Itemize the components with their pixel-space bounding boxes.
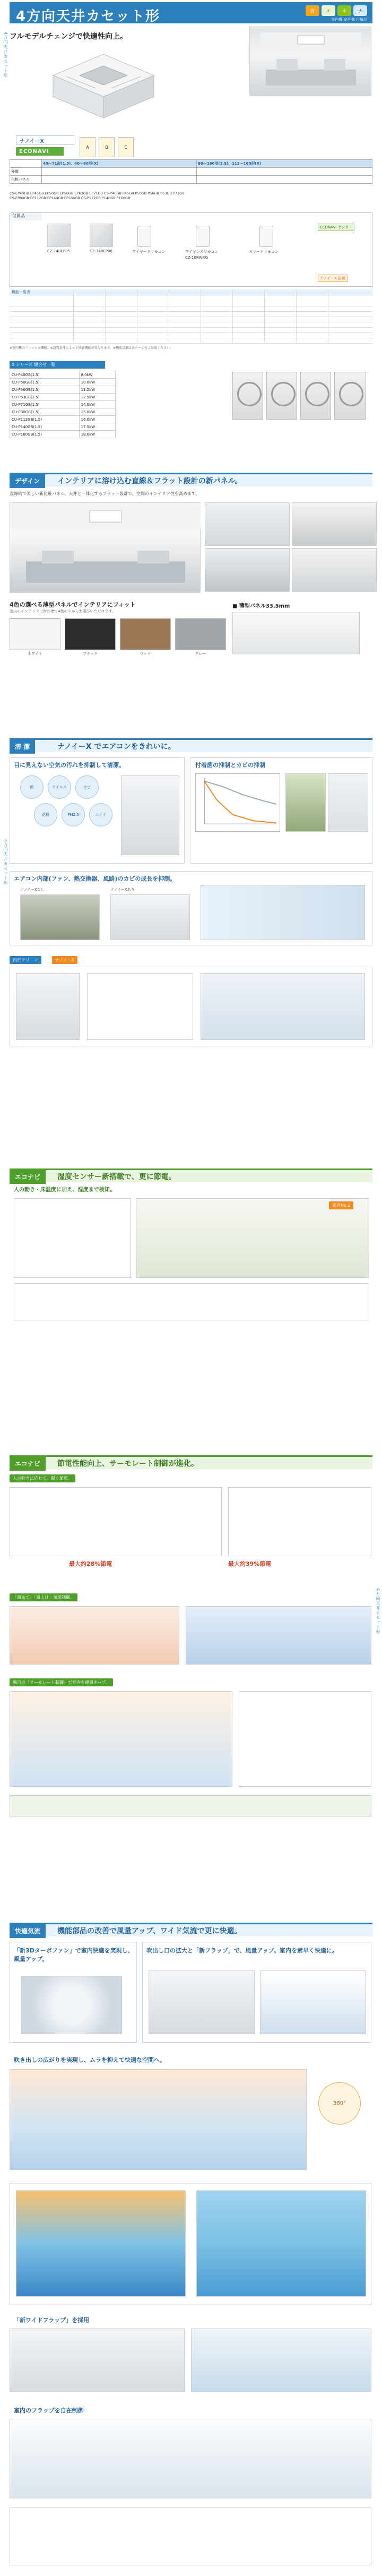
fan-image (21, 1976, 122, 2034)
outlet-diagram (149, 1971, 255, 2034)
wide-flow-diagram (191, 2328, 371, 2392)
outdoor-unit-image (266, 372, 297, 420)
inner-photo-before (20, 894, 100, 940)
accessory-model: ワイヤレスリモコン (185, 250, 219, 254)
econavi-sensor-tag: ECONAVI センサー (318, 224, 354, 231)
section-headline: 機能部品の改善で風量アップ、ワイド気流で更に快適。 (57, 1927, 242, 1935)
no1-badge: 業界No.1 (329, 1201, 353, 1209)
wired-remote-image (137, 226, 151, 247)
model-list (10, 191, 372, 201)
compare-label: ナノイーXなし (20, 888, 45, 892)
accessory-model: スマートリモコン (249, 250, 279, 254)
section-tag: エコナビ (10, 1170, 46, 1184)
table-row: CU-P80GB(1.5) 15.0kW (10, 408, 116, 416)
airflow-spread-image (10, 2069, 307, 2170)
bubble: ウイルス (48, 775, 71, 799)
bubble: ニオイ (89, 803, 112, 826)
smart-remote-image (259, 226, 273, 247)
page-header (10, 2, 372, 23)
table-row: CU-P71GB(1.5) 14.0kW (10, 401, 116, 408)
spec-row-label: 外観 (10, 168, 42, 176)
table-row: CU-P160GB(1.5) 18.0kW (10, 431, 116, 438)
section-tag: エコナビ (10, 1457, 46, 1471)
econavi-badge: ECONAVI (16, 147, 64, 156)
box-title: エアコン内部(ファン、熱交換器、風路)のカビの成長を抑制。 (14, 875, 176, 882)
x-series-block (10, 361, 372, 467)
subsection-title: 独自の「サーモレート制御」で室内を適温キープ。 (10, 1678, 113, 1686)
panel-swatch-gray (175, 618, 226, 650)
clean-section (10, 754, 372, 1052)
swatch-label: ウッド (140, 652, 151, 656)
room-diagram (121, 775, 179, 855)
box-title: 目に見えない空気の汚れを抑制して清潔。 (14, 762, 125, 769)
saving-rate: 最大約28%節電 (69, 1560, 112, 1567)
interior-photo (292, 548, 377, 592)
thermo-explain (239, 1691, 371, 1787)
box-title: 吹き出しの広がりを実現し、ムラを抑えて快適な空間へ。 (14, 2057, 166, 2063)
360-badge: 360° (318, 2082, 361, 2125)
panel-image (47, 224, 71, 247)
outdoor-unit-image (232, 372, 263, 420)
econavi-sub: 人の動き・床温度に加え、湿度まで検知。 (14, 1187, 115, 1193)
indoor-unit-image (42, 44, 164, 134)
outdoor-unit-image (334, 372, 366, 420)
section-banner-clean (10, 738, 372, 752)
thin-panel-image (232, 612, 360, 654)
sensor-diagram (14, 1198, 131, 1278)
inner-photo-after (110, 894, 190, 940)
compare-label: ナノイーXあり (110, 888, 135, 892)
table-row: CU-P50GB(1.5) 10.0kW (10, 379, 116, 386)
saving-chart (228, 1487, 371, 1556)
flap-control-diagram (10, 2419, 371, 2498)
nanoe-x-badge: ナノイーX (16, 135, 74, 145)
office-photo (10, 502, 201, 593)
subsection-title: 「風あて」「風よけ」気流制御。 (10, 1593, 77, 1601)
panel-image (90, 224, 113, 247)
section-headline: 湿度センサー新搭載で、更に節電。 (57, 1173, 176, 1181)
models-b: CS-EP80GB·EP112GB·EP140GB·EP160GB CS-P112GB·P140GB·P160GB (10, 196, 131, 200)
wind-hit-diagram (10, 1606, 179, 1665)
accessory-model: CZ-140EP05 (47, 249, 70, 253)
swatch-label: ホワイト (28, 652, 42, 656)
badge-row (306, 5, 367, 16)
box-title: 「新3Dターボファン」で室内快適を実現し、風量アップ。 (14, 1947, 134, 1963)
outdoor-unit-image (300, 372, 331, 420)
wireless-remote-image (196, 226, 210, 247)
side-index-tab: 4方向天井カセット形 (3, 839, 8, 886)
swatch-label: ブラック (83, 652, 98, 656)
mold-photo-after (328, 773, 368, 832)
section-headline: インテリアに溶け込む直線＆フラット設計の新パネル。 (57, 477, 242, 485)
panel-swatch-black (65, 618, 116, 650)
swatch-label: グレー (195, 652, 206, 656)
design-section (10, 489, 372, 680)
models-a: CS-EP40GB·EP45GB·EP50GB·EP56GB·EP63GB·EP71GB CS-P40GB·P45GB·P50GB·P56GB·P63GB·P71GB (10, 191, 185, 195)
thin-panel-note: ■ 薄型パネル33.5mm (232, 603, 290, 609)
bubble: カビ (75, 775, 99, 799)
thermo-footer (10, 1795, 371, 1816)
airflow-diagram (201, 885, 365, 940)
x-series-title: X シリーズ 組合せ一覧 (10, 361, 105, 369)
page-title: 4方向天井カセット形 (16, 8, 161, 24)
feature-pill: 内部クリーン (10, 956, 41, 964)
office-sensing-image (136, 1198, 369, 1278)
flap-diagram (260, 1971, 366, 2034)
box-title: 室内のフラップを自在制御 (14, 2407, 84, 2414)
spec-row-label: 化粧パネル (10, 176, 42, 184)
section-banner-econavi-thermo (10, 1455, 372, 1469)
section-banner-comfort (10, 1923, 372, 1937)
grade-badge: A (80, 137, 96, 157)
section-banner-econavi-humidity (10, 1168, 372, 1182)
side-index-tab: 4方向天井カセット形 (376, 1588, 380, 1635)
feature-matrix (10, 289, 372, 343)
table-row: CU-P112GB(1.5) 16.0kW (10, 416, 116, 423)
grade-badges (80, 137, 134, 157)
design-lead: 直線的で美しい新化粧パネル。天井と一体化するフラット設計で、空間のインテリア性を高めます。 (10, 491, 200, 496)
accessory-model: ワイヤードリモコン (132, 250, 166, 254)
section-headline: ナノイーX でエアコンをきれいに。 (57, 743, 176, 751)
grade-badge: B (99, 137, 115, 157)
spec-col-a: 40～71形(1.5)、40～80形(X) (42, 160, 197, 168)
color-title: 4色の選べる薄型パネルでインテリアにフィット (10, 601, 136, 608)
x-series-table (10, 371, 116, 438)
table-row: CU-P63GB(1.5) 12.5kW (10, 394, 116, 401)
panel-swatch-white (10, 618, 60, 650)
bubble: PM2.5 (62, 803, 85, 826)
section-tag: 快適気流 (10, 1924, 46, 1938)
thermal-map-before (16, 2190, 186, 2297)
color-subtitle: 室内のインテリアに合わせて4色の中からお選びいただけます。 (10, 609, 116, 613)
motion-diagram (10, 1487, 222, 1556)
table-row: CU-P56GB(1.5) 11.2kW (10, 386, 116, 394)
room-photo (249, 27, 371, 96)
flap-control-table (10, 2507, 371, 2565)
mold-photo-before (285, 773, 326, 832)
panel-swatch-wood (120, 618, 171, 650)
section-tag: デザイン (10, 474, 45, 488)
badge-icon: 省 (306, 5, 319, 16)
table-row: CU-P40GB(1.5) 8.0kW (10, 371, 116, 379)
accessories-label: 付属品 (10, 213, 42, 220)
footnotes: ※室内機のフレッシュ機能。※設置条件によって快適機能が異なります。※機能詳細は各ページをご参照ください。 (10, 346, 173, 350)
thermal-map-after (196, 2190, 366, 2297)
accessory-model: CZ-10RWRG (185, 255, 208, 260)
box-title: 付着菌の抑制とカビの抑制 (195, 762, 265, 769)
reduction-graph (195, 773, 280, 832)
badge-icon: ネ (337, 5, 351, 16)
operation-diagram (201, 973, 365, 1040)
interior-photo (205, 548, 290, 592)
section-tag: 清 潔 (10, 740, 35, 754)
subsection-title: 人の動きに応じて、賢く節電。 (10, 1474, 75, 1482)
interior-photo (292, 502, 377, 546)
wind-avoid-diagram (186, 1606, 371, 1665)
section-headline: 節電性能向上、サーモレート制御が進化。 (57, 1460, 198, 1468)
nanoe-tag: ナノイーX 搭載 (318, 275, 348, 282)
accessories-block (10, 212, 372, 287)
saving-rate: 最大約39%節電 (228, 1560, 272, 1567)
mode-table (87, 973, 193, 1040)
badge-icon: ナ (353, 5, 367, 16)
spec-col-b: 80～160形(1.5)、112～160形(X) (197, 160, 372, 168)
interior-photo (205, 502, 290, 546)
accessory-model: CZ-140EP06 (90, 249, 112, 253)
table-row: CU-P140GB(1.5) 17.5kW (10, 423, 116, 431)
bubble: 花粉 (34, 803, 57, 826)
bubble: 菌 (20, 775, 44, 799)
side-index-tab: 4方向天井カセット形 (3, 32, 8, 79)
wide-flap-image (10, 2328, 185, 2392)
header-note: 室内機 室外機 付属品 (331, 18, 367, 22)
spec-table (10, 159, 372, 190)
box-title: 「新ワイドフラップ」を採用 (14, 2317, 90, 2324)
thermo-rate-diagram (10, 1691, 232, 1787)
unit-section-image (16, 973, 80, 1040)
box-title: 吹出し口の拡大と「新フラップ」で、風量アップ。室内を素早く快適に。 (146, 1947, 338, 1954)
matrix-title: 機能一覧表 (10, 289, 372, 296)
section-banner-design (10, 473, 372, 487)
feature-pill: ナノイーX (52, 956, 77, 964)
grade-badge: C (118, 137, 134, 157)
badge-icon: エ (322, 5, 335, 16)
intro-tagline: フルモデルチェンジで快適性向上。 (10, 32, 127, 41)
humidity-flow (14, 1283, 369, 1320)
